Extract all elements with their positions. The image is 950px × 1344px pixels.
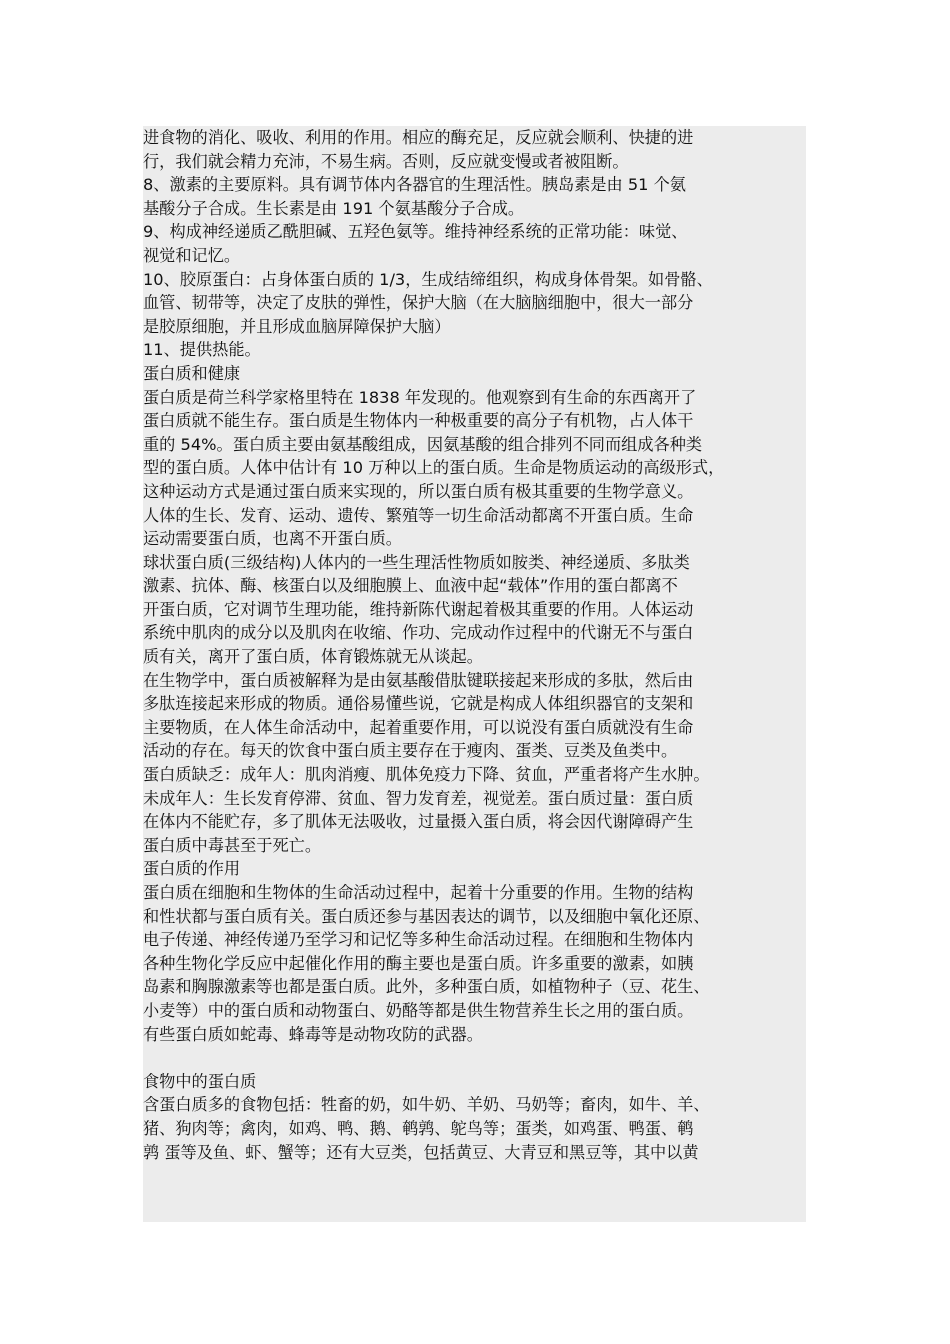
- text-line: 在体内不能贮存，多了肌体无法吸收，过量摄入蛋白质，将会因代谢障碍产生: [143, 812, 694, 832]
- text-line: 含蛋白质多的食物包括：牲畜的奶，如牛奶、羊奶、马奶等；畜肉，如牛、羊、: [143, 1095, 710, 1115]
- text-line: 鹑 蛋等及鱼、虾、蟹等；还有大豆类，包括黄豆、大青豆和黑豆等，其中以黄: [143, 1142, 699, 1162]
- text-line: 蛋白质的作用: [143, 859, 241, 879]
- text-line: 电子传递、神经传递乃至学习和记忆等多种生命活动过程。在细胞和生物体内: [143, 930, 694, 950]
- text-line: 进食物的消化、吸收、利用的作用。相应的酶充足，反应就会顺利、快捷的进: [143, 128, 694, 147]
- text-line: 质有关，离开了蛋白质，体育锻炼就无从谈起。: [143, 647, 483, 667]
- text-line: 和性状都与蛋白质有关。蛋白质还参与基因表达的调节，以及细胞中氧化还原、: [143, 906, 710, 926]
- text-line: 10、胶原蛋白：占身体蛋白质的 1/3，生成结缔组织，构成身体骨架。如骨骼、: [143, 269, 713, 289]
- text-line: 基酸分子合成。生长素是由 191 个氨基酸分子合成。: [143, 198, 525, 218]
- text-line: 9、构成神经递质乙酰胆碱、五羟色氨等。维持神经系统的正常功能：味觉、: [143, 222, 688, 242]
- text-line: 系统中肌肉的成分以及肌肉在收缩、作功、完成动作过程中的代谢无不与蛋白: [143, 623, 694, 643]
- text-line: 重的 54%。蛋白质主要由氨基酸组成，因氨基酸的组合排列不同而组成各种类: [143, 434, 703, 454]
- text-line: 猪、狗肉等；禽肉，如鸡、鸭、鹅、鹌鹑、鸵鸟等；蛋类，如鸡蛋、鸭蛋、鹌: [143, 1118, 694, 1138]
- text-line: 多肽连接起来形成的物质。通俗易懂些说，它就是构成人体组织器官的支架和: [143, 694, 694, 714]
- text-line: 未成年人：生长发育停滞、贫血、智力发育差，视觉差。蛋白质过量：蛋白质: [143, 788, 694, 808]
- text-line: [143, 1046, 806, 1070]
- text-line: 球状蛋白质(三级结构)人体内的一些生理活性物质如胺类、神经递质、多肽类: [143, 552, 690, 572]
- text-line: 活动的存在。每天的饮食中蛋白质主要存在于瘦肉、蛋类、豆类及鱼类中。: [143, 741, 678, 761]
- text-line: 蛋白质是荷兰科学家格里特在 1838 年发现的。他观察到有生命的东西离开了: [143, 387, 697, 407]
- text-line: 开蛋白质，它对调节生理功能，维持新陈代谢起着极其重要的作用。人体运动: [143, 599, 694, 619]
- text-line: 这种运动方式是通过蛋白质来实现的，所以蛋白质有极其重要的生物学意义。: [143, 481, 694, 501]
- text-line: 激素、抗体、酶、核蛋白以及细胞膜上、血液中起“载体”作用的蛋白都离不: [143, 576, 678, 596]
- text-line: 血管、韧带等，决定了皮肤的弹性，保护大脑（在大脑脑细胞中，很大一部分: [143, 293, 694, 313]
- text-line: 视觉和记忆。: [143, 245, 241, 265]
- text-line: 岛素和胸腺激素等也都是蛋白质。此外，多种蛋白质，如植物种子（豆、花生、: [143, 977, 710, 997]
- text-line: 食物中的蛋白质: [143, 1071, 257, 1091]
- text-line: 在生物学中，蛋白质被解释为是由氨基酸借肽键联接起来形成的多肽，然后由: [143, 670, 694, 690]
- text-line: 蛋白质就不能生存。蛋白质是生物体内一种极重要的高分子有机物，占人体干: [143, 411, 694, 431]
- text-line: 8、激素的主要原料。具有调节体内各器官的生理活性。胰岛素是由 51 个氨: [143, 175, 686, 195]
- text-line: 运动需要蛋白质，也离不开蛋白质。: [143, 529, 402, 549]
- text-line: 蛋白质在细胞和生物体的生命活动过程中，起着十分重要的作用。生物的结构: [143, 883, 694, 902]
- document-page: [143, 126, 806, 1222]
- text-line: 人体的生长、发育、运动、遗传、繁殖等一切生命活动都离不开蛋白质。生命: [143, 505, 694, 525]
- text-line: 有些蛋白质如蛇毒、蜂毒等是动物攻防的武器。: [143, 1024, 483, 1044]
- text-line: 蛋白质中毒甚至于死亡。: [143, 835, 322, 855]
- text-line: 小麦等）中的蛋白质和动物蛋白、奶酪等都是供生物营养生长之用的蛋白质。: [143, 1000, 694, 1020]
- text-line: 各种生物化学反应中起催化作用的酶主要也是蛋白质。许多重要的激素，如胰: [143, 953, 694, 973]
- text-line: 主要物质，在人体生命活动中，起着重要作用，可以说没有蛋白质就没有生命: [143, 717, 694, 737]
- text-line: 是胶原细胞，并且形成血脑屏障保护大脑）: [143, 316, 451, 336]
- text-line: 行，我们就会精力充沛，不易生病。否则，反应就变慢或者被阻断。: [143, 151, 629, 171]
- text-line: 11、提供热能。: [143, 340, 261, 360]
- text-line: 型的蛋白质。人体中估计有 10 万种以上的蛋白质。生命是物质运动的高级形式，: [143, 458, 725, 478]
- text-line: 蛋白质和健康: [143, 363, 241, 383]
- text-line: 蛋白质缺乏：成年人：肌肉消瘦、肌体免疫力下降、贫血，严重者将产生水肿。: [143, 765, 710, 785]
